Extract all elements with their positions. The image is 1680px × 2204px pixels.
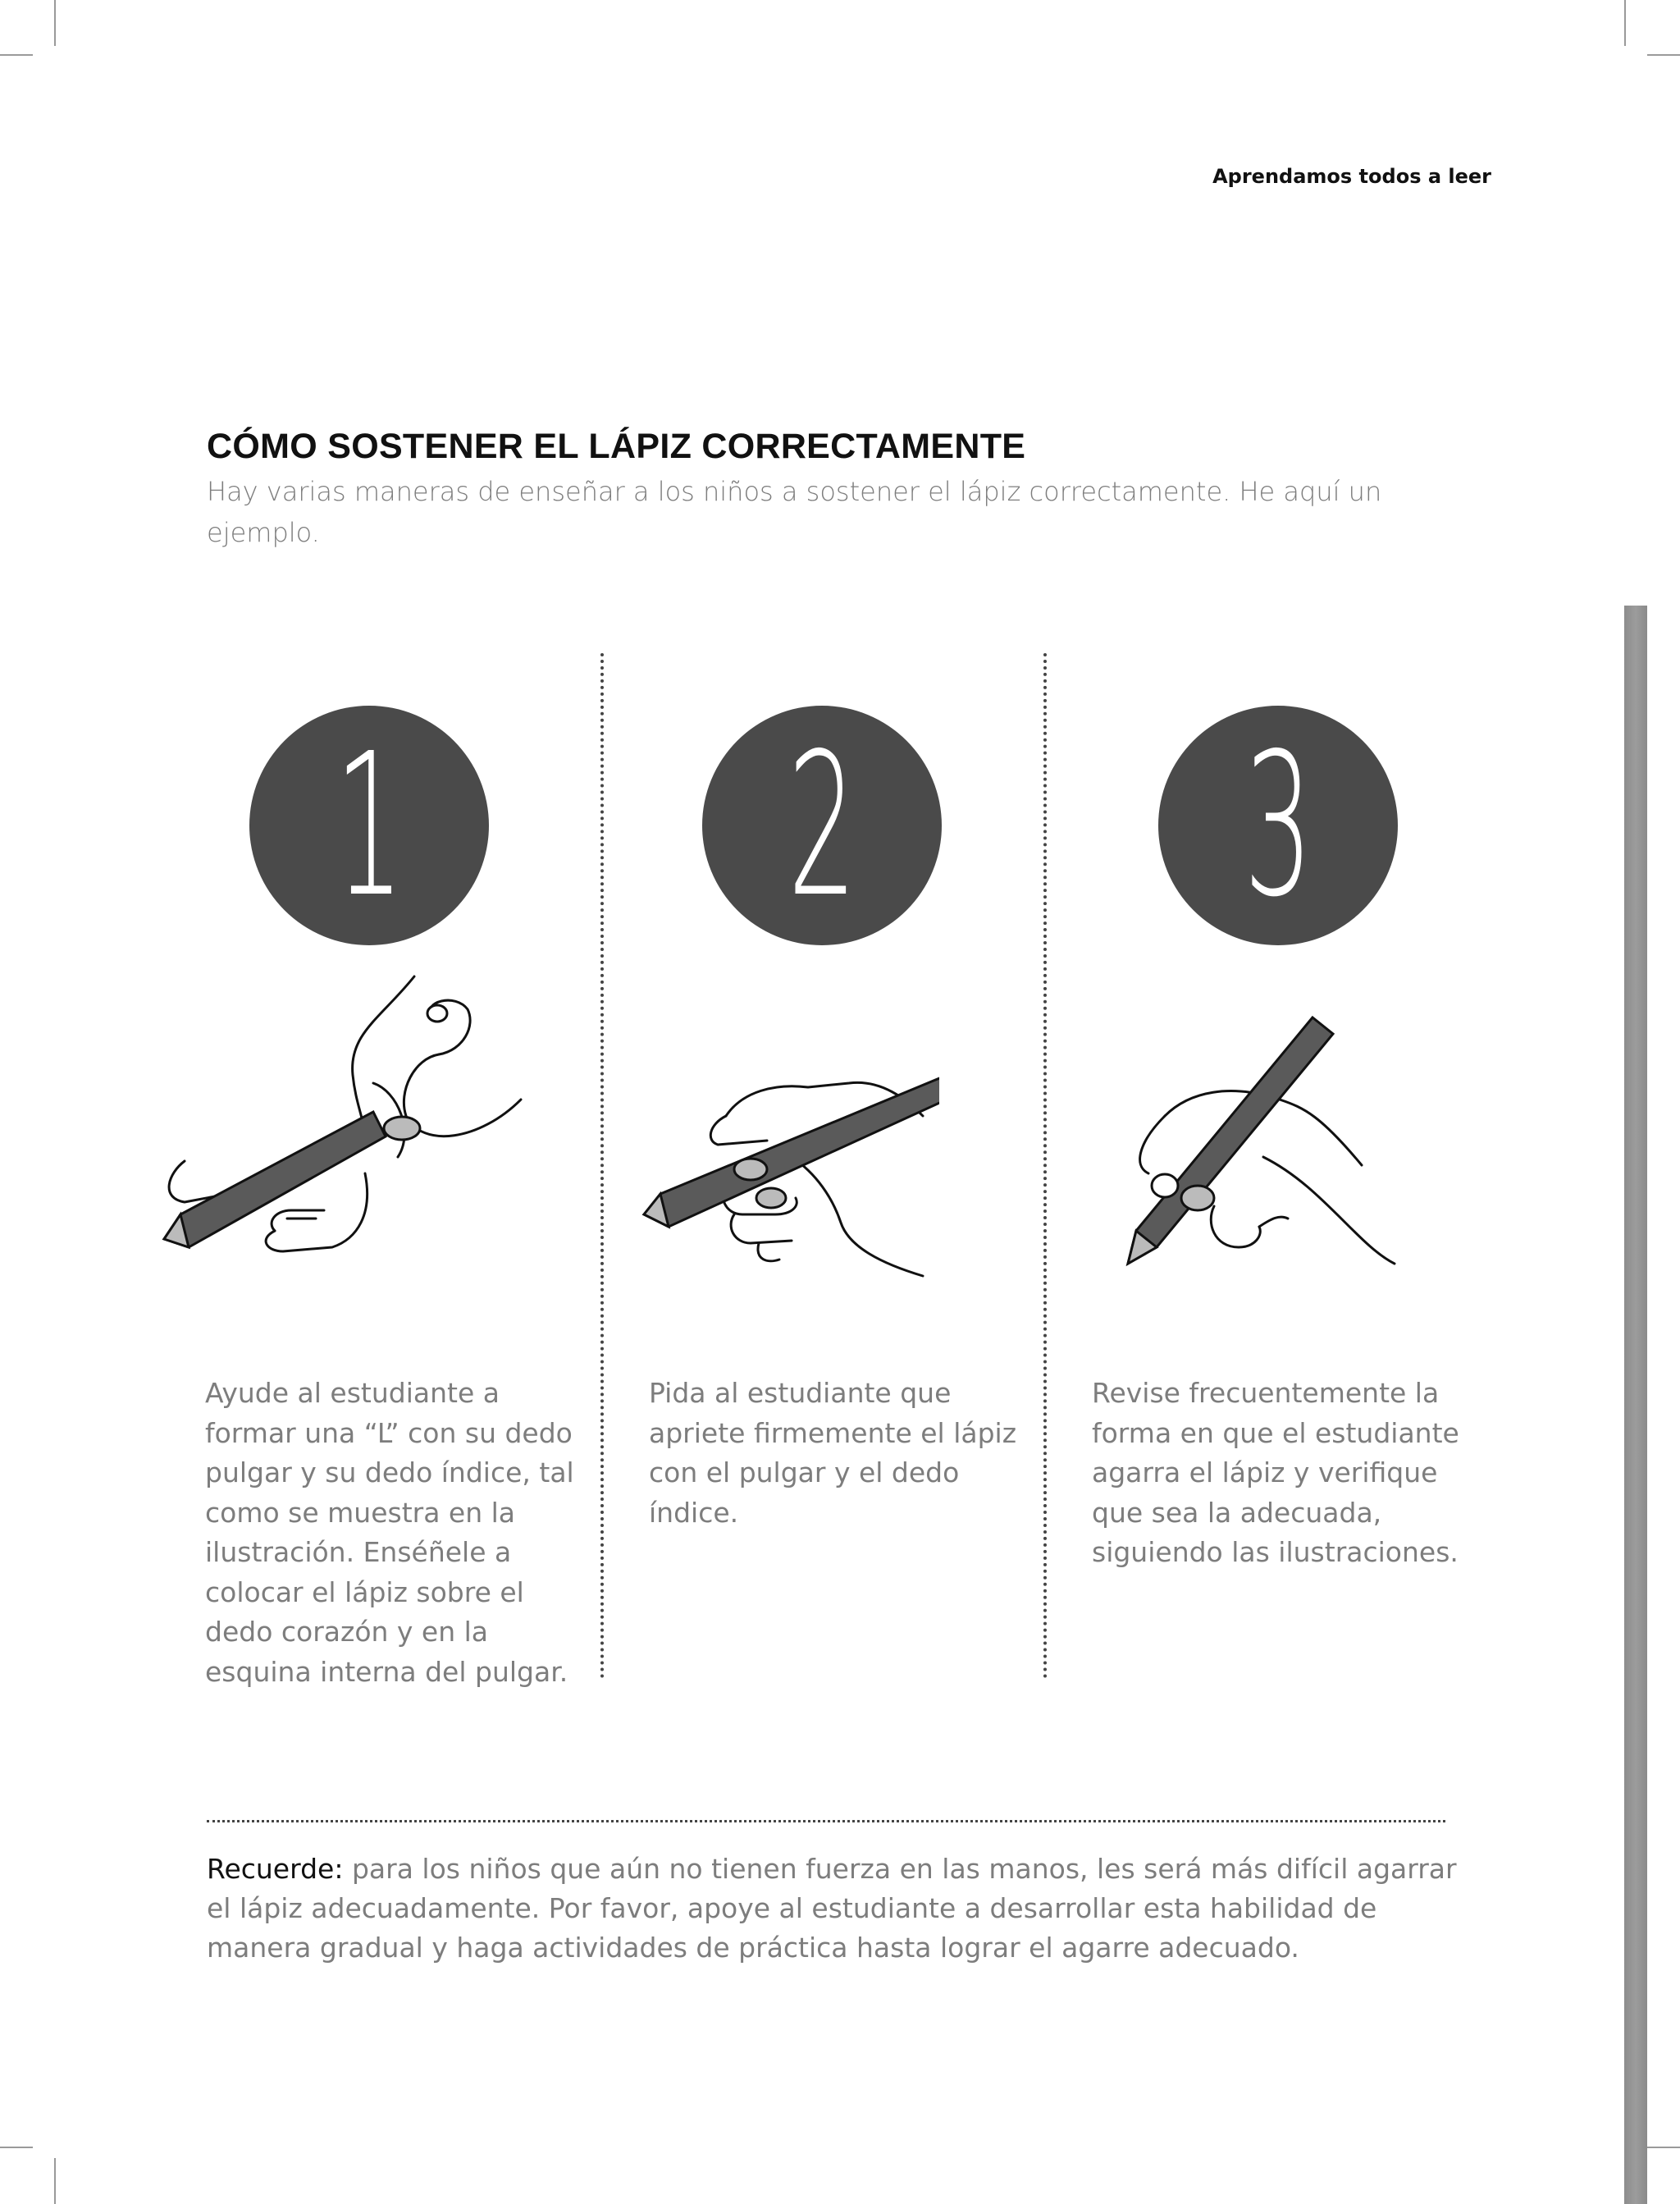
step-3-text: Revise frecuentemente la forma en que el estudiante agarra el lápiz y verifique que sea la adecuada, siguiendo las ilustraciones. bbox=[1092, 1377, 1459, 1568]
step-number-badge bbox=[249, 706, 489, 945]
crop-mark bbox=[54, 0, 56, 46]
step-number: 3 bbox=[1243, 711, 1312, 940]
reminder-text: para los niños que aún no tienen fuerza en las manos, les será más difícil agarrar el lápiz adecuadamente. Por favor, apoye al estudiante a desarrollar esta habilidad de manera gradual y haga actividades de práctica hasta lograr el agarre adecuado. bbox=[207, 1853, 1457, 1964]
step-2-text: Pida al estudiante que apriete firmemente el lápiz con el pulgar y el dedo índice. bbox=[649, 1377, 1017, 1529]
reminder-lead: Recuerde: bbox=[207, 1853, 344, 1885]
step-number: 1 bbox=[334, 711, 404, 940]
step-3 bbox=[1158, 706, 1585, 945]
reminder-divider bbox=[207, 1820, 1445, 1822]
step-1 bbox=[249, 706, 676, 945]
crop-mark bbox=[1624, 0, 1626, 46]
crop-mark bbox=[1647, 54, 1680, 56]
step-number: 2 bbox=[787, 711, 856, 940]
reminder-paragraph bbox=[207, 1850, 1486, 1968]
crop-mark bbox=[0, 54, 33, 56]
step-number-badge bbox=[702, 706, 942, 945]
step-number-badge bbox=[1158, 706, 1398, 945]
pencil-grip-illustration-3 bbox=[1116, 1009, 1403, 1296]
step-2 bbox=[702, 706, 1129, 945]
crop-mark bbox=[1647, 2147, 1680, 2148]
page-edge-tab bbox=[1624, 606, 1647, 2204]
pencil-grip-illustration-1 bbox=[152, 968, 546, 1296]
running-head: Aprendamos todos a leer bbox=[1212, 165, 1491, 188]
section-title: CÓMO SOSTENER EL LÁPIZ CORRECTAMENTE bbox=[207, 427, 1026, 466]
pencil-grip-illustration-2 bbox=[636, 1050, 939, 1288]
crop-mark bbox=[54, 2158, 56, 2204]
crop-mark bbox=[0, 2147, 33, 2148]
step-1-text: Ayude al estudiante a formar una “L” con su dedo pulgar y su dedo índice, tal como se muestra en la ilustración. Enséñele a colocar el lápiz sobre el dedo corazón y en la esquina interna del pulgar. bbox=[205, 1377, 574, 1688]
section-intro: Hay varias maneras de enseñar a los niños a sostener el lápiz correctamente. He aquí un ejemplo. bbox=[207, 476, 1382, 548]
